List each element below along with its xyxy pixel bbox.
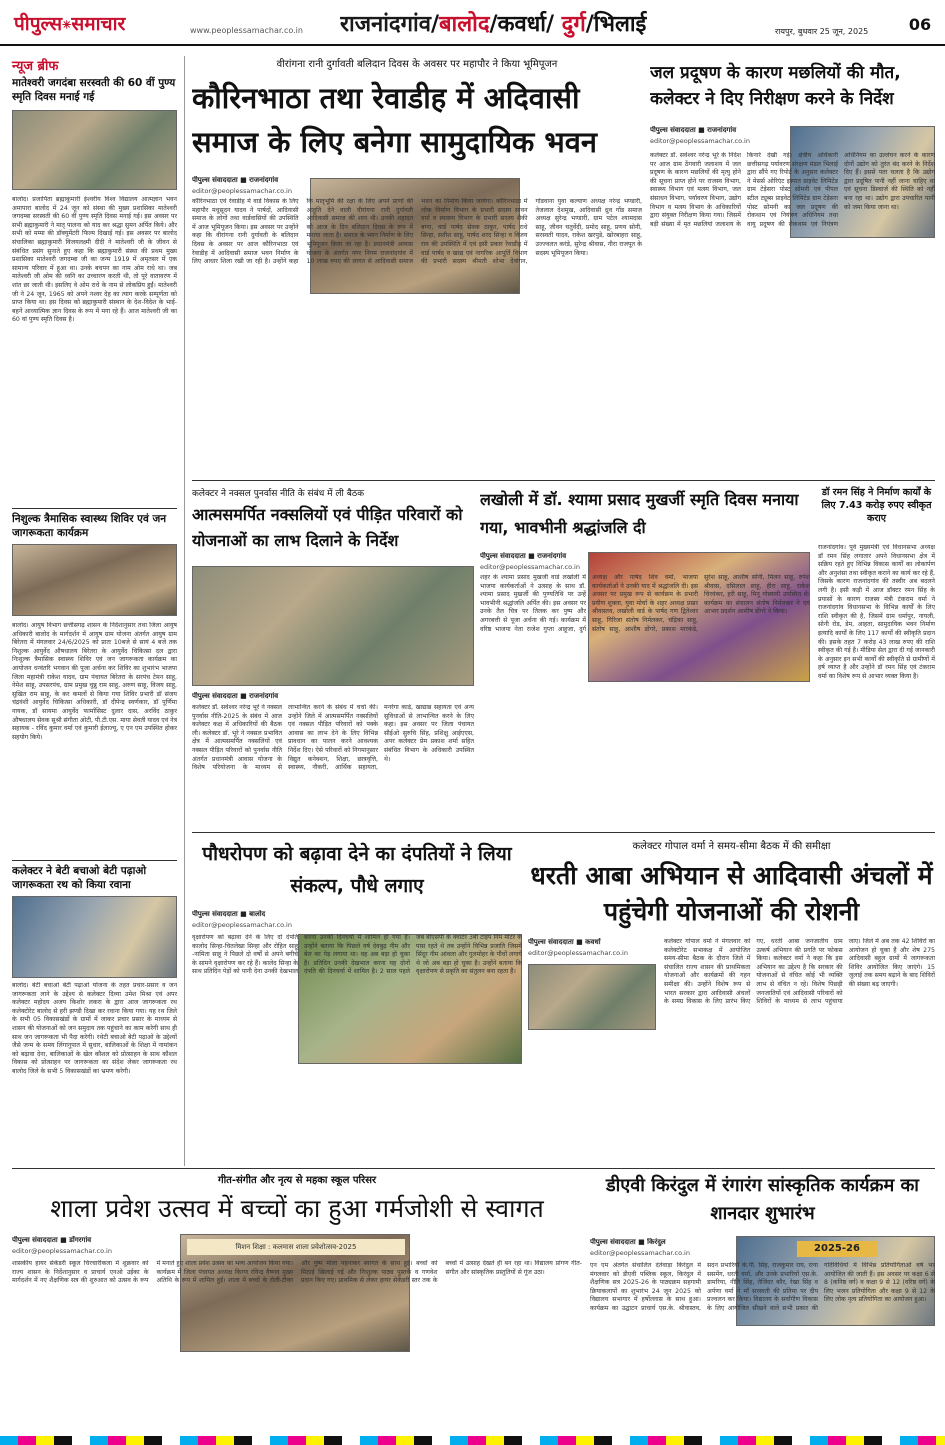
story6-email[interactable]: editor@peoplessamachar.co.in: [192, 921, 292, 929]
story8-body: शासकीय हायर सेकेंडरी स्कूल चिरचारीकला में शुक्रवार को राज्य शासन के निर्देशानुसार व प्राचार्य एनओ उईका के मार्गदर्शन में नए शैक्षणिक सत्र की शुरुआत को उत्सव के रूप में मनाते हुए शाला प्रवेश उत्सव का भव्य आयोजन किया गया। कार्यक्रम में जिला पंचायत अध्यक्ष किरण रविन्द्र वैष्णव मुख्य अतिथि के रूप में शामिल हुईं। शाला में बच्चों के रोली-टीका और पुष्प माला पहनाकर स्वागत के साथ हुई। बच्चों को मिठाई खिलाई गई और निःशुल्क पाठ्य पुस्तकें व गणवेश प्रदान किए गए। प्राथमिक से लेकर हायर सेकेंडरी स्तर तक के बच्चों में उत्साह देखते ही बन रहा था। विद्यालय प्रांगण गीत-संगीत और सांस्कृतिक प्रस्तुतियों से गूंज उठा।: [12, 1260, 582, 1285]
story8-kicker: गीत-संगीत और नृत्य से महका स्कूल परिसर: [217, 1175, 377, 1186]
story9-body: एन एम अंतर्गत संचालित दंतेवाड़ा किरंदुल में मंगलवार को डीएवी पब्लिक स्कूल, किरंदुल में शैक्षणिक सत्र 2025-26 के पाठ्यक्रम सहगामी क्रियाकलापों का शुभारंभ 24 जून 2025 को विद्यालय सभागार में हर्षोल्लास के साथ हुआ। कार्यक्रम का उद्घाटन प्राचार्य एस.के. श्रीवास्तव, सदन प्रभारियों के.पी. सिंह, राजकुमार राय, रत्ना ससमेंग, धरती वर्मा, और उनके प्रभारियों एस.के. डामरिया, नीति सिंह, तेजिंदर कौर, रेखा सिंह व अर्पणा वर्मा ने माँ सरस्वती की प्रतिमा पर दीप प्रज्वलन कर किया। विद्यालय के सर्वांगीण विकास के लिए आयोजित सीखने वाले सभी प्रकार की गतिविधियों में विभिन्न प्रतियोगिताओं वर्ष भर आयोजित की जाती हैं। इस अवसर पर कक्षा 6 से 8 (कनिष्ठ वर्ग) व कक्षा 9 से 12 (वरिष्ठ वर्ग) के लिए भजन प्रतियोगिता और कक्षा 9 से 12 के लिए लोक नृत्य प्रतियोगिता का आयोजन हुआ।: [590, 1262, 935, 1312]
city-sep: /: [430, 12, 439, 37]
section-divider: [192, 480, 935, 481]
registration-bar: [0, 1436, 945, 1445]
story-community-hall: [192, 56, 642, 476]
city-rajnandgaon: राजनांदगांव: [340, 12, 431, 37]
story6-body: वृक्षारोपण को बढ़ावा देने के लिए दो दंपति कालोद सिन्हा-चितलेखा सिन्हा और रोहित साहू -नामिता साहू ने पिछले दो वर्षों से अपने बगीचे के सामने वृक्षारोपण कर रहे हैं। कालेद सिन्हा के साथ प्रतिदिन पेड़ों को पानी देना उनकी देखभाल करना उनकी दिनचर्या में शामिल हो गया है। उन्होंने बताया कि पिछले वर्ष देवबुढ़ नीम और बेल का पेड़ लगाया था। वह अब बड़ा हो चुका है। प्रतिदिन उनकी देखभाल करना यह दोनों दंपति की दिनचर्या में शामिल है। 2 साल पहले जब बीएसपी के क्वार्टर 3बी टाइप निम मोटर के पास रहते थे तब उन्होंने विभिन्न प्रजाति जिसमें सिंदूर नीम आंवला और गुलमोहर के पौधों लगाये थे जो अब बड़ा हो चुका है। उन्होंने बताया कि वृक्षारोपण से प्रकृति का संतुलन बना रहता है।: [192, 934, 522, 976]
column-divider: [184, 56, 185, 1166]
story2-body: कलेक्टर डॉ. सर्वेश्वर नरेन्द्र भूरे के निर्देश पर आज ग्राम ठेंगवारी जलाशय में जल प्रदूषण के कारण मछलियों की मृत्यु होने की सूचना प्राप्त होने पर राजस्व विभाग, स्वास्थ्य विभाग एवं मत्स्य विभाग, जल संसाधन विभाग, पर्यावरण विभाग, उद्योग विभाग व मत्स्य विभाग के अधिकारियों द्वारा संयुक्त निरीक्षण किया गया। जिसमें बड़ी संख्या में मृत मछलियां जलाशय के किनारे देखी गई। क्षेत्रीय अधिकारी छत्तीसगढ़ पर्यावरण संरक्षण मंडल भिलाई द्वारा सौंपे गए रिपोर्ट के अनुसार कलेक्टर ने मेसर्स ओरिएंट इस्पात प्राइवेट लिमिटेड ग्राम टेड़ेसरा पोस्ट सोमनी एवं पीपल स्टील ट्यूब्स प्राइवेट लिमिटेड ग्राम टेड़ेसरा पोस्ट सोमनी का जल प्रदूषण की रोकथाम एवं नियंत्रण अधिनियम तथा वायु प्रदूषण की रोकथाम एवं नियंत्रण अधिनियम का उल्लंघन करने के कारण दोनों उद्योग को तुरंत बंद करने के निर्देश दिए हैं। इससे पता चलता है कि उद्योग द्वारा प्रदूषित पानी नहीं जाना चाहिए था एवं सूचना डिस्चार्ज की स्थिति को नहीं बना रहा था। उद्योग द्वारा उपचारित पानी को जमा किया जाना था।: [650, 152, 935, 228]
brand-name-part2: समाचार: [71, 13, 126, 35]
city-kawardha: कवर्धा: [497, 12, 546, 37]
story1-body: कौरिनभाठा एवं रेवाडीह में वार्ड विकास के लिए महापौर मधुसूदन यादव ने पार्षदों, आदिवासी समाज के लोगों तथा वार्डवासियों की उपस्थिति में आज भूमिपूजन किया। इस अवसर पर उन्होंने कहा कि वीरांगना रानी दुर्गावती के बलिदान दिवस के अवसर पर आज कौरिनभाठा एवं रेवाडीह में आदिवासी समाज भवन निर्माण के लिए आधार शिला रखी जा रही है। उन्होंने कहा कि मातृभूमि की रक्षा के लिए अपने प्राणों की आहूति देने वाली वीरांगना रानी दुर्गावती आदिवासी समाज की शान थी। उनकी शहादत को आज के दिन बलिदान दिवस के रूप में मनाया जाता है। समाज के भवन निर्माण के लिए भूमिपूजन किया जा रहा है। प्रधानमंत्री आवास योजना के अंतर्गत नगर निगम राजनांदगांव में 10 लाख रुपए की लागत से आदिवासी समाज भवन का निर्माण किया जायेगा। कौरिनभाठा में लोक निर्माण विभाग के प्रभारी सदस्य सावन वर्मा व स्वास्थ्य विभाग के प्रभारी सदस्य शैकी बग्गा, वार्ड पार्षद सेवक ठाकुर, पार्षद राधे सिन्हा, सतीश साहू, पार्षद शरद सिन्हा व विजय राय की उपस्थिति में एवं इसी प्रकार रेवाडीह में वार्ड पार्षद व खाद्य एवं नागरिक आपूर्ति विभाग की प्रभारी सदस्य श्रीमती शोभा देवांगन, गोंडवाना युवा कल्याण अध्यक्ष नरेन्द्र भण्डारी, तेजलाल देशमुख, आदिवासी ध्रुव गोंड समाज अध्यक्ष सुरेन्द्र भण्डारी, ग्राम पटेल श्यामदास साहू, जीवन चतुर्वेदी, प्रमोद साहू, प्रणय सोनी, सरस्वती यादव, राकेश खरपुडे, खोरबाहरा साहू, उज्ज्वलत करंडे, सुरेन्द्र श्रीवास, नीरा राजपूत के सदस्य भूमिपूजन किया।: [192, 198, 642, 266]
story9-email[interactable]: editor@peoplessamachar.co.in: [590, 1249, 690, 1257]
story9-byline: पीपुल्स संवाददाता ■ किरंदुल: [590, 1238, 666, 1246]
brief1-body: बालोद। प्रजापिता ब्रह्माकुमारी ईश्वरीय विश्व विद्यालय आत्मज्ञान भवन अमापारा बालोद में 24 जून को संस्था की मुख्य प्रशासिका मातेश्वरी जगदम्बा सरस्वती की 60 वीं पुण्य स्मृति दिवस मनाई गई। इस अवसर पर सभी ब्रह्माकुमारी ने मातृ पालना को याद कर श्रद्धा सुमन अर्पित किये। और सभी को मम्मा की डॉक्युमेंटरी फिल्म दिखाई गई। इस अवसर पर बालोद संचालिका ब्रह्माकुमारी विजयलक्ष्मी दीदी ने मातेश्वरी जी के जीवन से संबंधित प्रसंग सुनाते हुए कहा कि ब्रह्माकुमारी संस्था की प्रथम मुख्य प्रशासिका मातेश्वरी जगदम्बा जी का जन्म 1919 में अमृतसर में एक सामान्य परिवार में हुआ था। उनके बचपन का नाम ओम राधे था। जब मातेश्वरी जी ओम की ध्वनि का उच्चारण करती थी, तो पूरे वातावरण में शांत छा जाती थी। इसलिए वे ओम राधे के नाम से लोकप्रिय हुईं। मातेश्वरी जी ने 24 जून, 1965 को अपने नश्वर देह का त्याग करके सम्पूर्णता को प्राप्त किया था। इस दिवस को ब्रह्माकुमारी संस्थान के देश-विदेश के भाई-बहनें आध्यात्मिक ज्ञान दिवस के रूप में मना रहे हैं। आज मातेश्वरी जी का 60 वां पुण्य स्मृति दिवस है।: [12, 196, 177, 324]
story-plantation: [192, 838, 522, 1163]
story5-body: राजनांदगांव। पूर्व मुख्यमंत्री एवं विधानसभा अध्यक्ष डॉ रमन सिंह लगातार अपने विधानसभा क्षेत्र में सक्रिय रहते हुए विभिन्न विकास कार्यों का लोकार्पण और अनुशंसा तथा स्वीकृत कराने का कार्य कर रहे हैं, जिसके कारण राजनांदगांव की तस्वीर अब बदलने लगी है। इसी कड़ी में आज डॉक्टर रमन सिंह के प्रयासों के कारण राजस्व मंत्री टंकराम वर्मा ने राजनांदगांव विधानसभा के विभिन्न कार्यों के लिए राशि स्वीकृत की है, जिसमें ग्राम धर्मापुर, नायली, सोनी रोड, डेम, आहता, सामुदायिक भवन निर्माण इत्यादि कार्यों के लिए 117 कार्यों की स्वीकृति प्रदान की। इसके तहत 7 करोड़ 43 लाख रुपए की राशि स्वीकृत की गई है। मीडिया सेल द्वारा दी गई जानकारी के अनुसार इन सभी कार्यों की स्वीकृति से ग्रामीणों में हर्ष व्याप्त है और उन्होंने डॉ रमन सिंह एवं टंकराम वर्मा का विशेष रूप से आभार व्यक्त किया है।: [818, 544, 935, 680]
story1-headline: कौरिनभाठा तथा रेवाडीह में अदिवासी समाज के लिए बनेगा सामुदायिक भवन: [192, 81, 598, 159]
brief1-headline: मातेश्वरी जगदंबा सरस्वती की 60 वीं पुण्य स्मृति दिवस मनाई गई: [12, 77, 176, 103]
masthead: [0, 0, 945, 46]
story7-email[interactable]: editor@peoplessamachar.co.in: [528, 949, 628, 957]
section-divider: [192, 832, 935, 833]
story9-photo-banner: 2025-26: [797, 1241, 877, 1257]
story1-email[interactable]: editor@peoplessamachar.co.in: [192, 187, 292, 195]
story4-byline: पीपुल्स संवाददाता ■ राजनांदगांव: [480, 552, 567, 560]
story-naxal-rehab: [192, 486, 474, 826]
story1-kicker: वीरांगना रानी दुर्गावती बलिदान दिवस के अवसर पर महापौर ने किया भूमिपूजन: [276, 59, 558, 70]
city-bhilai: भिलाई: [593, 12, 647, 37]
brief1-photo: [12, 110, 177, 190]
story6-byline: पीपुल्स संवाददाता ■ बालोद: [192, 910, 266, 918]
story7-byline: पीपुल्स संवाददाता ■ कवर्धा: [528, 938, 601, 946]
story2-email[interactable]: editor@peoplessamachar.co.in: [650, 137, 750, 145]
brand-name-part1: पीपुल्स: [14, 13, 63, 35]
story7-body: कलेक्टर गोपाल वर्मा ने मंगलवार को कलेक्टोरेट सभाकक्ष में आयोजित समय-सीमा बैठक के दौरान जिले में संचालित राज्य शासन की प्राथमिकता योजनाओं और कार्यक्रमों की गहन समीक्षा की। उन्होंने विशेष रूप से भारत सरकार द्वारा आदिवासी अंचलों के समग्र विकास के लिए प्रारंभ किए गए, धरती आबा जनजातीय ग्राम उत्कर्ष अभियान की प्रगति पर फोकस किया। कलेक्टर वर्मा ने कहा कि इस अभियान का उद्देश्य है कि सरकार की योजनाओं से वंचित कोई भी व्यक्ति लाभ से वंचित न रहे। विशेष पिछड़ी जनजातियों एवं आदिवासी परिवारों को शिविरों के माध्यम से लाभ पहुंचाया जाए। जिले में अब तक 42 शिविरों का आयोजन हो चुका है और शेष 275 आदिवासी बहुल ग्रामों में जागरूकता शिविर आयोजित किए जाएंगे। 15 जुलाई तक समय बढ़ाने के बाद शिविरों की संख्या बढ़ जाएगी।: [664, 938, 935, 1006]
site-url[interactable]: www.peoplessamachar.co.in: [190, 26, 303, 35]
story2-headline: जल प्रदूषण के कारण मछलियों की मौत, कलेक्टर ने दिए निरीक्षण करने के निर्देश: [650, 63, 901, 109]
section-divider: [12, 1168, 935, 1169]
city-balod: बालोद: [438, 12, 490, 37]
story-raman-singh: [818, 486, 935, 826]
brand-logo[interactable]: [14, 10, 184, 38]
brief3-photo: [12, 896, 177, 978]
story4-body: शहर के श्यामा प्रसाद मुखर्जी वार्ड लखोली में भाजपा कार्यकर्ताओं ने उत्साह के साथ डॉ. श्यामा प्रसाद मुखर्जी की पुण्यतिथि पर उन्हें भावभीनी श्रद्धांजलि अर्पित की। इस अवसर पर उनके तैल चित्र पर तिलक कर पुष्प और अगरबत्ती से पूजा अर्चना की गई। कार्यक्रम में वरिष्ठ भाजपा नेता राजेश गुप्ता आहूजा, दुर्ग अध्यक्ष और पार्षद शिव वर्मा, भाजपा कार्यकर्ताओं ने उनकी याद में श्रद्धांजलि दी। इस अवसर पर प्रमुख रूप से कार्यक्रम के प्रभारी प्रवीण शुक्ला, युवा मोर्चा के शहर अध्यक्ष प्रखर श्रीवास्तव, लखोली वार्ड के पार्षद गण द्वितेश्वर साहू, गिरिजा संतोष निर्मलकर, चंद्रिका साहू, संतोष साहू, आशीष डोंगरे, प्रकाश मारकंडे, सुरेश साहू, आशीष सोनी, मिलन साहू, रुपेश श्रीवास, दसिलाल साहू, हीरा साहू, राकेश चिरवंकर, हरी साहू, मिनू गोस्वामी उपस्थित थे। कार्यक्रम का संचालन संतोष निर्मलकर ने एवं आभार प्रदर्शन आशीष डोंगरे ने किया।: [480, 574, 810, 633]
story7-photo: [528, 964, 656, 1030]
story6-headline: पौधरोपण को बढ़ावा देने का दंपतियों ने लिया संकल्प, पौधे लगाए: [202, 843, 512, 897]
story8-photo-banner: मिशन शिक्षा : कलमास शाला प्रवेशोत्सव-2025: [187, 1239, 405, 1255]
story-lakholi-tribute: [480, 486, 810, 826]
brand-separator: ✳: [62, 18, 72, 32]
story4-email[interactable]: editor@peoplessamachar.co.in: [480, 563, 580, 571]
news-brief-label: न्यूज ब्रीफ: [12, 59, 59, 74]
story1-byline: पीपुल्स संवाददाता ■ राजनांदगांव: [192, 176, 279, 184]
story7-kicker: कलेक्टर गोपाल वर्मा ने समय-सीमा बैठक में की समीक्षा: [632, 841, 831, 852]
city-sep: /: [585, 12, 594, 37]
story7-headline: धरती आबा अभियान से आदिवासी अंचलों में पहुंचेगी योजनाओं की रोशनी: [530, 861, 933, 926]
brief2-headline: निशुल्क त्रैमासिक स्वास्थ्य शिविर एवं जन जागरूकता कार्यक्रम: [12, 513, 167, 539]
story-dav-kirandul: [590, 1172, 935, 1434]
story3-photo: [192, 566, 474, 686]
brief3-body: बालोद। बेटी बचाओ बेटी पढ़ाओ योजना के तहत प्रचार-प्रसार व जन जागरूकता लाने के उद्देश्य से कलेक्टर दिव्या उमेश मिश्रा एवं अपर कलेक्टर महोदय अजय किशोर लकरा के द्वारा आज जागरूकता रथ कलेक्टोरेट बालोद से हरी झण्डी दिखा कर रवाना किया गया। यह रथ जिले के सभी 05 विकासखंडों के ग्रामों में जाकर प्रचार प्रसार के माध्यम से शासन की योजनाओं को जन समुदाय तक पहुंचाने का काम करेगी साथ ही साथ जन जागरूकता भी पैदा करेगी। रथेटी बचाओ बेटी पढ़ाओ के उद्देश्यों जैसे जन्म के समय लिंगानुपात में सुधार, बालिकाओं के शिक्षा में नामांकन को बढ़ावा देना, बालिकाओं के खेल कौशल को प्रोत्साहन के साथ कौशल विकास को प्रोत्साहन पर जागरूकता का संदेश लेकर जागरूकता रथ बालोद जिले के सभी 5 विकासखंडों का भ्रमण करेगी।: [12, 982, 177, 1075]
story4-headline: लखोली में डॉ. श्यामा प्रसाद मुखर्जी स्मृति दिवस मनाया गया, भावभीनी श्रद्धांजलि दी: [480, 490, 799, 537]
story8-byline: पीपुल्स संवाददाता ■ डोंगरगांव: [12, 1236, 92, 1244]
story-school-entry: [12, 1172, 582, 1434]
story3-body: कलेक्टर डॉ. सर्वेश्वर नरेन्द्र भूरे ने नक्सल पुनर्वास नीति-2025 के संबंध में आज कलेक्टर कक्ष में अधिकारियों की बैठक ली। कलेक्टर डॉ. भूरे ने नक्सल प्रभावित क्षेत्र में आत्मसमर्पित नक्सलियों एवं नक्सल पीड़ित परिवारों को पुनर्वास नीति अंतर्गत प्रधानमंत्री आवास योजना के विशेष परियोजना के माध्यम से लाभान्वित करने के संबंध में चर्चा की। उन्होंने जिले में आत्मसमर्पित नक्सलियों एवं नक्सल पीड़ित परिवारों को पक्के आवास का लाभ देने के लिए विभिन्न प्रावधान का पालन करने आवश्यक निर्देश दिए। ऐसे परिवारों को निगमानुसार विद्युत कनेक्शन, शिक्षा, छात्रवृत्ति, स्वास्थ्य, नौकरी, आर्थिक सहायता, मनरेगा कार्ड, खाद्यान्न सहायता एवं अन्य सुविधाओं से लाभान्वित करने के लिए कहा। इस अवसर पर जिला पंचायत सीईओ सुरुचि सिंह, प्रशिक्षु आईएएस, अपर कलेक्टर प्रेम प्रकाश शर्मा सहित संबंधित विभाग के अधिकारी उपस्थित थे।: [192, 704, 474, 772]
story-dharti-aaba: [528, 838, 935, 1163]
story3-byline: पीपुल्स संवाददाता ■ राजनांदगांव: [192, 692, 279, 700]
dateline: रायपुर, बुधवार 25 जून, 2025: [775, 27, 869, 36]
brief3-headline: कलेक्टर ने बेटी बचाओ बेटी पढ़ाओ जागरूकता रथ को किया रवाना: [12, 865, 147, 891]
story1-body-wrap: [192, 198, 642, 476]
news-brief-column: [12, 56, 177, 1166]
story2-byline: पीपुल्स संवाददाता ■ राजनांदगांव: [650, 126, 737, 134]
story8-email[interactable]: editor@peoplessamachar.co.in: [12, 1247, 112, 1255]
city-sep: /: [545, 12, 562, 37]
story3-kicker: कलेक्टर ने नक्सल पुनर्वास नीति के संबंध में ली बैठक: [192, 489, 364, 499]
city-durg: दुर्ग: [561, 12, 586, 37]
page-number: 06: [908, 15, 932, 34]
story9-headline: डीएवी किरंदुल में रंगारंग सांस्कृतिक कार्यक्रम का शानदार शुभारंभ: [606, 1175, 919, 1224]
brief2-body: बालोद। आयुष विभाग छत्तीसगढ़ शासन के निर्देशानुसार तथा जिला आयुष अधिकारी बालोद के मार्गदर्शन में आयुष ग्राम योजना अंतर्गत आयुष ग्राम बिरेतरा में मंगलवार 24/6/2025 को प्रातः 10बजे से सायं 4 बजे तक निशुल्क आयुर्वेद औषधालय बिरेतरा के आयुर्वेद चिकित्सा दल द्वारा निःशुल्क त्रैमासिक स्वास्थ्य शिविर एवं जन जागरूकता कार्यक्रम का आयोजन धन्वंतरि भगवान की पूजा अर्चना कर शिविर का शुभारंभ भाजपा जिला महामंत्री राकेश यादव, ग्राम पंचायत बिरेतरा के सरपंच टेमन साहू, नेमेश साहू, उपसरपंच, ग्राम प्रमुख चुन्नु राम साहू, अरुण साहू, विजय साहू, सुखित राम साहू, के कर कमलों से किया गया शिविर प्रभारी डॉ संजय चंद्रवंशी आयुर्वेद चिकित्सा अधिकारी, डॉ दीपेन्द्र स्वर्णकार, डॉ पूर्णिमा नायक, डॉ सायमा आयुर्वेद फार्मासिस्ट दुलार दास, अरविंद ठाकुर औषधालय सेवक सुश्री संगीता ओटी, पी.टी.एस. माया सेवती यादव एवं नेत्र सहायक - रविंद कुमार वर्मा एवं कुमारी ईलाज्यू, ए एन एम उपस्थित होकर सहयोग किये।: [12, 622, 177, 741]
divider: [12, 508, 177, 509]
story3-headline: आत्मसमर्पित नक्सलियों एवं पीड़ित परिवारों को योजनाओं का लाभ दिलाने के निर्देश: [192, 505, 463, 550]
story5-headline: डॉ रमन सिंह ने निर्माण कार्यों के लिए 7.43 करोड़ रुपए स्वीकृत कराए: [821, 487, 932, 524]
edition-cities: [340, 8, 760, 38]
story8-headline: शाला प्रवेश उत्सव में बच्चों का हुआ गर्मजोशी से स्वागत: [50, 1194, 544, 1223]
divider: [12, 860, 177, 861]
city-sep: /: [489, 12, 498, 37]
story-fish-deaths: [650, 56, 935, 476]
brief2-photo: [12, 544, 177, 616]
